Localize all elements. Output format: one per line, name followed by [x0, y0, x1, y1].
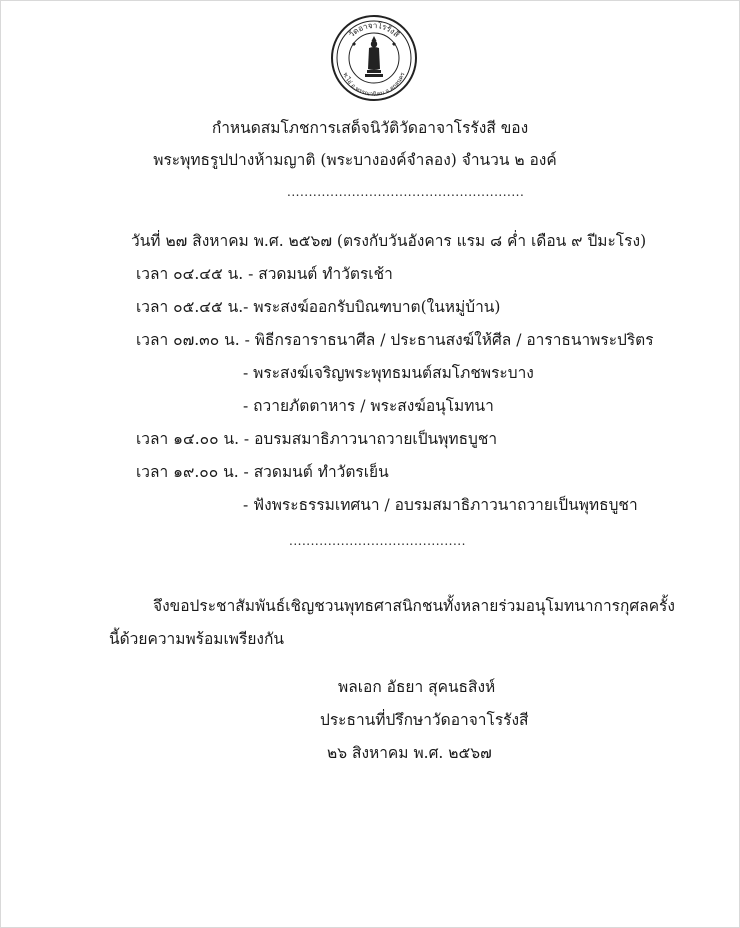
signatory-name: พลเอก อัธยา สุคนธสิงห์	[338, 678, 496, 696]
schedule-subitem-meal: - ถวายภัตตาหาร / พระสงฆ์อนุโมทนา	[243, 397, 494, 415]
buddha-statue-icon	[365, 36, 383, 77]
event-date-line: วันที่ ๒๗ สิงหาคม พ.ศ. ๒๕๖๗ (ตรงกับวันอังคาร แรม ๘ ค่ำ เดือน ๙ ปีมะโรง)	[131, 232, 647, 250]
title-separator: .......................................................	[287, 185, 525, 199]
schedule-separator: .........................................	[289, 534, 466, 548]
schedule-item-1900: เวลา ๑๙.๐๐ น. - สวดมนต์ ทำวัตรเย็น	[136, 463, 389, 481]
schedule-item-0445: เวลา ๐๔.๔๕ น. - สวดมนต์ ทำวัตรเช้า	[136, 265, 393, 283]
seal-top-text: วัดอาจาโรรังสี	[346, 20, 402, 40]
signature-date: ๒๖ สิงหาคม พ.ศ. ๒๕๖๗	[327, 744, 492, 762]
schedule-item-1400: เวลา ๑๔.๐๐ น. - อบรมสมาธิภาวนาถวายเป็นพุทธบูชา	[136, 430, 498, 448]
schedule-subitem-sermon: - ฟังพระธรรมเทศนา / อบรมสมาธิภาวนาถวายเป็นพุทธบูชา	[243, 496, 638, 514]
title-line-1: กำหนดสมโภชการเสด็จนิวัติวัดอาจาโรรังสี ของ	[211, 119, 529, 137]
temple-seal-logo	[330, 14, 418, 102]
schedule-item-0545: เวลา ๐๕.๔๕ น.- พระสงฆ์ออกรับบิณฑบาต(ในหมู่บ้าน)	[136, 298, 501, 316]
invitation-line-2: นี้ด้วยความพร้อมเพรียงกัน	[109, 630, 284, 648]
invitation-line-1: จึงขอประชาสัมพันธ์เชิญชวนพุทธศาสนิกชนทั้งหลายร่วมอนุโมทนาการกุศลครั้ง	[153, 597, 675, 615]
seal-bottom-text: พ.ไอ่ อ.พรรณานิคม จ.สกลนคร	[341, 71, 407, 99]
signatory-position: ประธานที่ปรึกษาวัดอาจาโรรังสี	[320, 711, 529, 729]
schedule-subitem-chanting: - พระสงฆ์เจริญพระพุทธมนต์สมโภชพระบาง	[243, 364, 534, 382]
title-line-2: พระพุทธรูปปางห้ามญาติ (พระบางองค์จำลอง) จำนวน ๒ องค์	[153, 151, 557, 169]
schedule-item-0730: เวลา ๐๗.๓๐ น. - พิธีกรอาราธนาศีล / ประธานสงฆ์ให้ศีล / อาราธนาพระปริตร	[136, 331, 654, 349]
